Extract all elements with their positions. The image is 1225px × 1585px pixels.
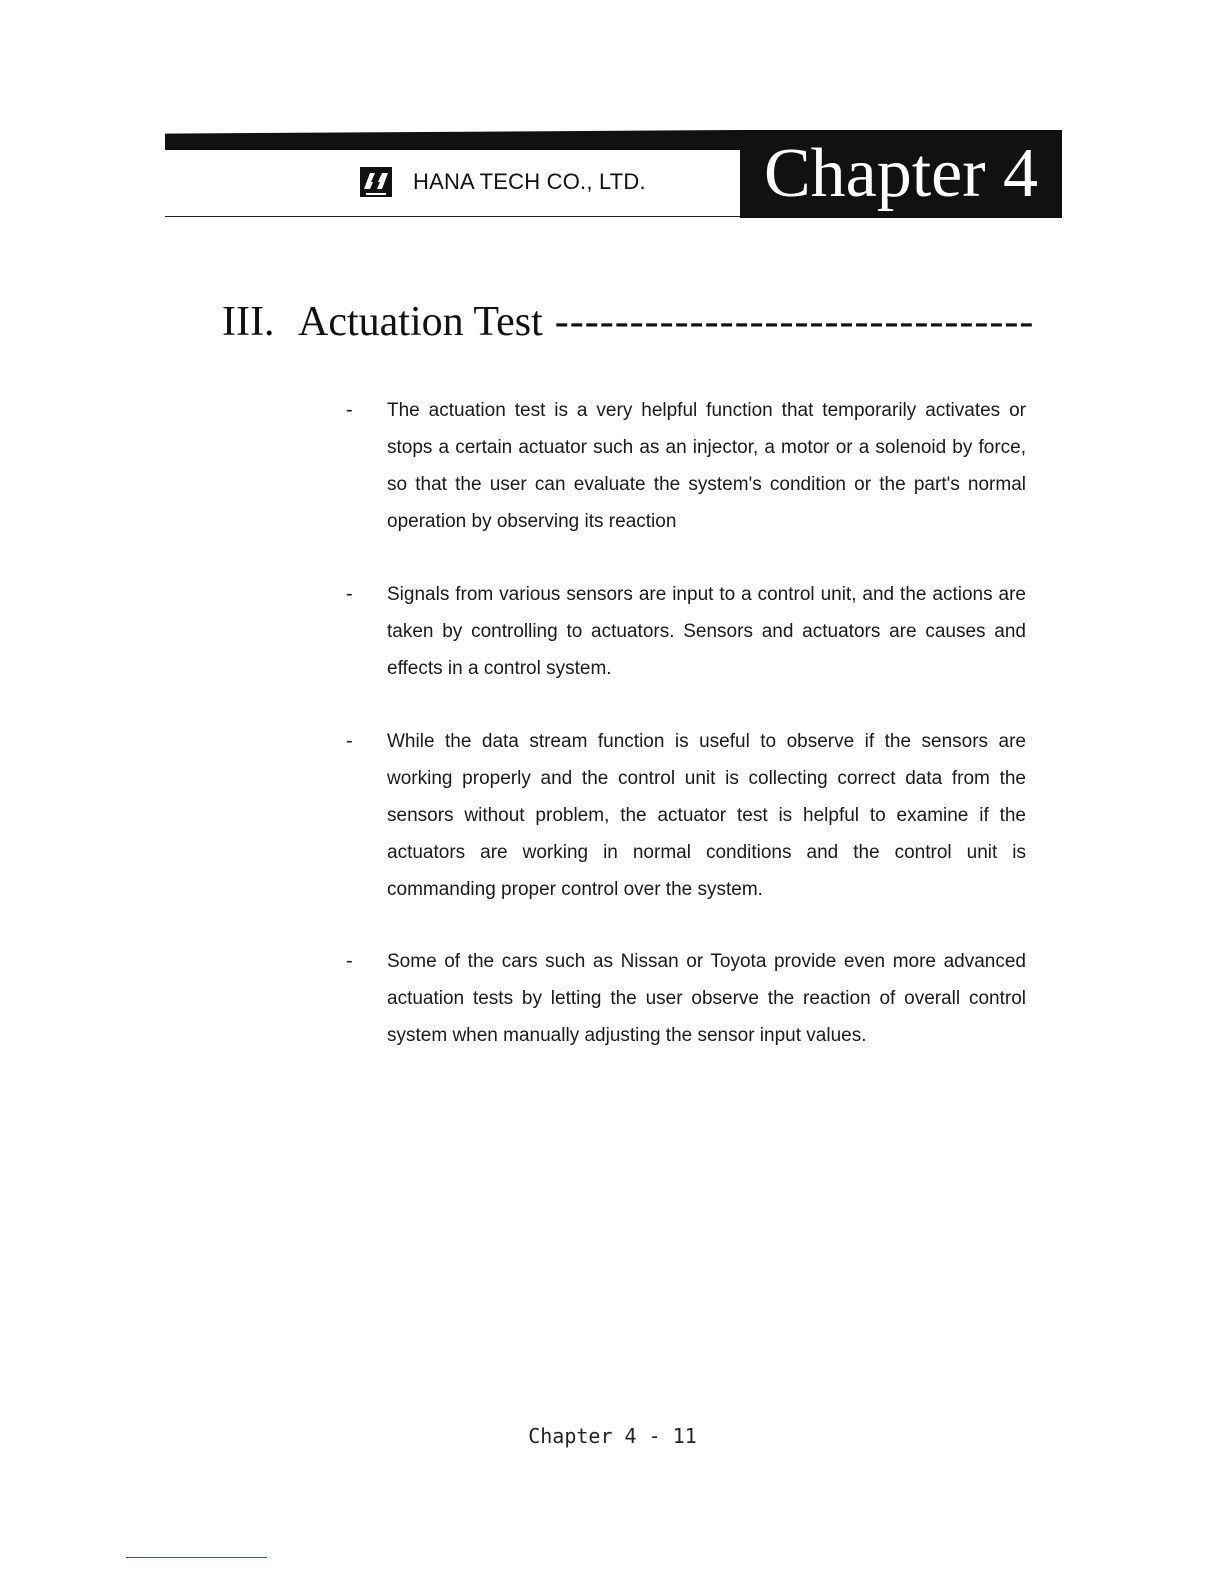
bullet-item [346,943,1026,1054]
company-header [360,166,646,198]
section-number: III. [222,299,275,345]
bullet-item [346,723,1026,908]
page-number: Chapter 4 - 11 [528,1424,697,1448]
header-top-bar [165,130,740,150]
bullet-item [346,576,1026,687]
footer-line [126,1557,267,1558]
section-title: Actuation Test [298,299,543,345]
bullet-text: Signals from various sensors are input to a control unit, and the actions are taken by controlling to actuators. Sensors and actuators are causes and effects in a control system. [387,584,1026,679]
bullet-marker: - [346,583,353,605]
bullet-marker: - [346,730,353,752]
section-heading [222,294,1034,350]
hanatech-logo-icon [360,167,392,197]
company-name: HANA TECH CO., LTD. [413,169,646,194]
bullet-marker: - [346,399,353,421]
bullet-text: The actuation test is a very helpful function that temporarily activates or stops a certain actuator such as an injector, a motor or a solenoid by force, so that the user can evaluate the system's condition or the part's normal operation by observing its reaction [387,400,1026,532]
bullet-text: While the data stream function is useful to observe if the sensors are working properly and the control unit is collecting correct data from the sensors without problem, the actuator test is helpful to examine if the actuators are working in normal conditions and the control unit is commanding proper control over the system. [387,731,1026,900]
chapter-label: Chapter 4 [740,130,1062,218]
section-rule: -------------------------------- [554,299,1035,345]
header-underline [165,216,740,217]
bullet-marker: - [346,950,353,972]
bullet-item [346,392,1026,540]
bullet-text: Some of the cars such as Nissan or Toyota provide even more advanced actuation tests by letting the user observe the reaction of overall control system when manually adjusting the sensor input values. [387,951,1026,1046]
